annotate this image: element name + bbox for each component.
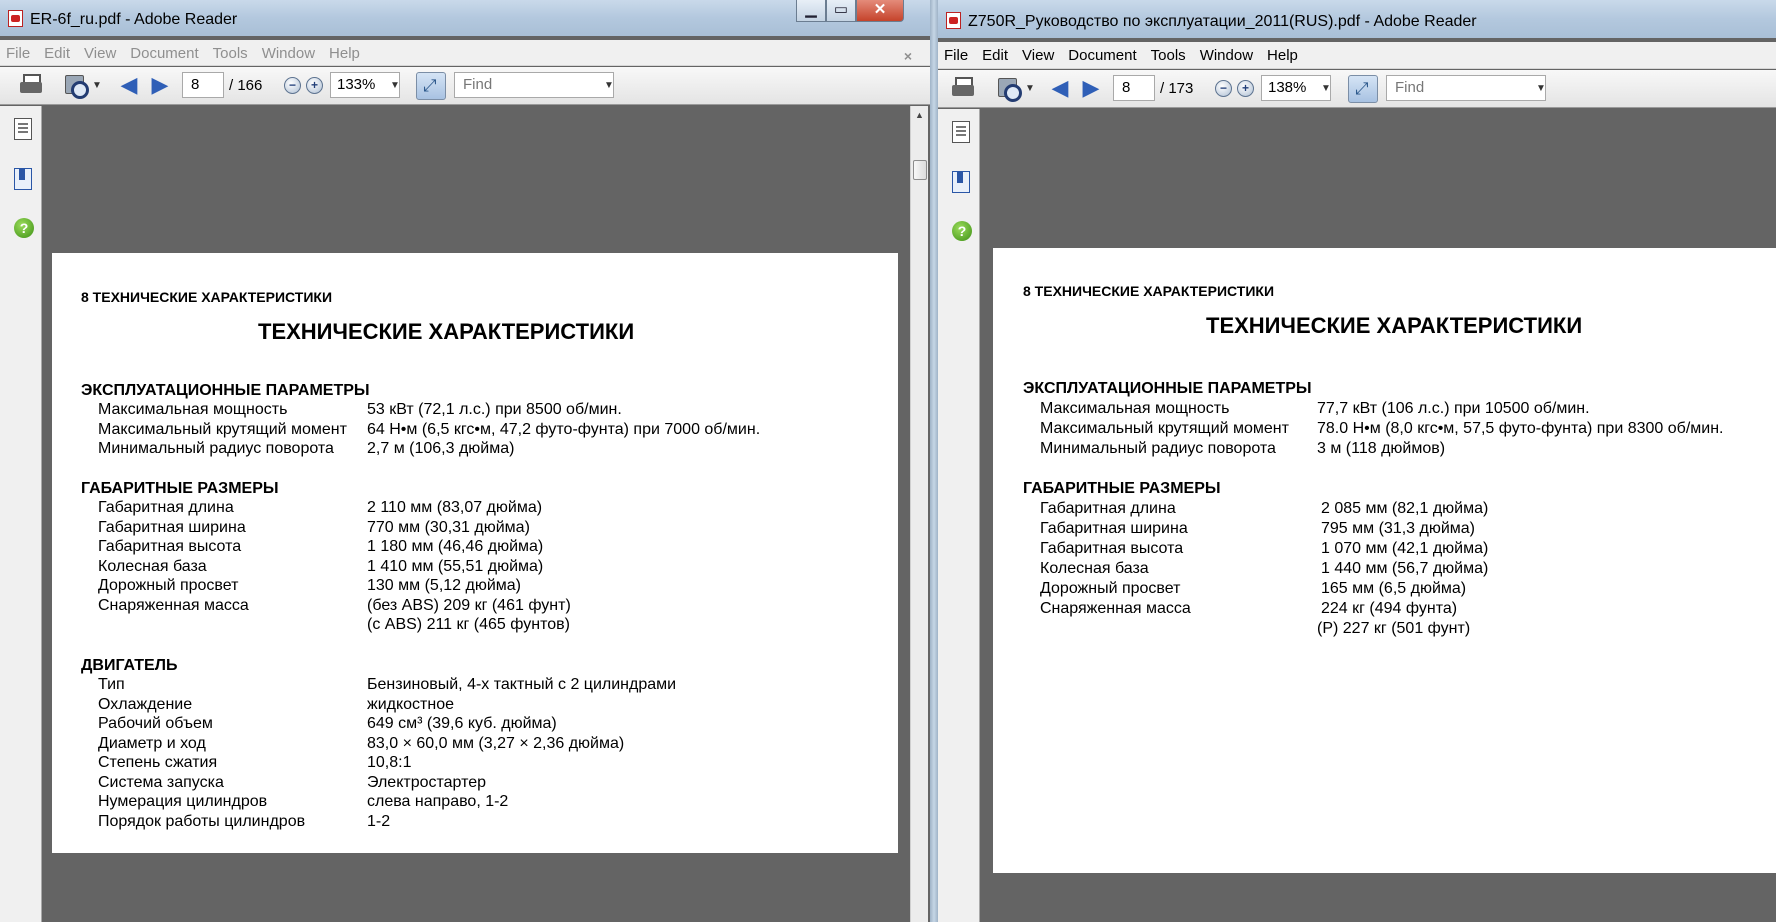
pdf-file-icon (8, 10, 23, 27)
spec-value: 10,8:1 (367, 754, 412, 771)
title-bar[interactable] (0, 0, 930, 36)
spec-value: 1 440 мм (56,7 дюйма) (1321, 560, 1489, 577)
zoom-out-icon[interactable]: − (284, 77, 301, 94)
spec-value: слева направо, 1-2 (367, 793, 509, 810)
spec-value: 224 кг (494 фунта) (1321, 600, 1458, 617)
menu-edit[interactable]: Edit (982, 47, 1009, 64)
menu-bar (938, 42, 1776, 69)
spec-value: 649 см³ (39,6 куб. дюйма) (367, 715, 557, 732)
pages-icon[interactable] (952, 121, 970, 143)
spec-label: Порядок работы цилиндров (98, 813, 306, 830)
window-title: Z750R_Руководство по эксплуатации_2011(RUS).pdf - Adobe Reader (968, 13, 1477, 30)
spec-label: Система запуска (98, 774, 224, 791)
page-total: / 166 (229, 77, 263, 94)
menu-window[interactable]: Window (261, 45, 316, 62)
window-separator (930, 0, 938, 922)
spec-value: 795 мм (31,3 дюйма) (1321, 520, 1475, 537)
section-heading: ДВИГАТЕЛЬ (81, 657, 178, 674)
spec-value: 1 180 мм (46,46 дюйма) (367, 538, 544, 555)
spec-value: 2 085 мм (82,1 дюйма) (1321, 500, 1489, 517)
help-icon[interactable]: ? (14, 218, 34, 238)
spec-label: Минимальный радиус поворота (98, 440, 334, 457)
menu-view[interactable]: View (1022, 47, 1055, 64)
spec-label: Снаряженная масса (98, 597, 249, 614)
menu-edit[interactable]: Edit (44, 45, 71, 62)
menu-window[interactable]: Window (1199, 47, 1254, 64)
spec-value: 64 Н•м (6,5 кгс•м, 47,2 футо-фунта) при 7000 об/мин. (367, 421, 761, 438)
menu-help[interactable]: Help (329, 45, 360, 62)
spec-value: 78.0 Н•м (8,0 кгс•м, 57,5 футо-фунта) при 8300 об/мин. (1317, 420, 1724, 437)
pages-icon[interactable] (14, 118, 32, 140)
spec-value: 165 мм (6,5 дюйма) (1321, 580, 1467, 597)
print-icon[interactable] (20, 74, 42, 94)
menu-file[interactable]: File (6, 45, 31, 62)
spec-value: 1-2 (367, 813, 391, 830)
menu-file[interactable]: File (944, 47, 969, 64)
zoom-dropdown-icon[interactable]: ▼ (390, 80, 400, 91)
spec-label: Габаритная высота (98, 538, 242, 555)
document-page (52, 253, 898, 853)
fit-page-icon[interactable] (1348, 75, 1378, 103)
spec-label: Габаритная длина (1040, 500, 1176, 517)
menu-document[interactable]: Document (130, 45, 199, 62)
menu-document[interactable]: Document (1068, 47, 1137, 64)
spec-label: Колесная база (98, 558, 207, 575)
section-heading: ГАБАРИТНЫЕ РАЗМЕРЫ (1023, 480, 1221, 497)
find-input[interactable]: Find (454, 72, 614, 98)
title-bar[interactable] (938, 0, 1776, 38)
spec-value: 2 110 мм (83,07 дюйма) (367, 499, 543, 516)
document-page (993, 248, 1776, 873)
spec-label: Габаритная ширина (98, 519, 246, 536)
vertical-scrollbar[interactable] (910, 106, 928, 922)
spec-label: Дорожный просвет (1040, 580, 1181, 597)
chevron-down-icon[interactable]: ▼ (92, 80, 102, 91)
minimize-button[interactable]: ▁ (796, 0, 826, 22)
spec-label: Максимальная мощность (1040, 400, 1230, 417)
search-tool-icon[interactable] (62, 74, 88, 96)
spec-label: Снаряженная масса (1040, 600, 1191, 617)
next-page-icon[interactable]: ▶ (1082, 75, 1100, 100)
spec-value: Электростартер (367, 774, 487, 791)
spec-value: (с ABS) 211 кг (465 фунтов) (367, 616, 570, 633)
window-title: ER-6f_ru.pdf - Adobe Reader (30, 11, 238, 28)
page-title: ТЕХНИЧЕСКИЕ ХАРАКТЕРИСТИКИ (1206, 313, 1583, 338)
section-heading: ГАБАРИТНЫЕ РАЗМЕРЫ (81, 480, 279, 497)
spec-value: 1 410 мм (55,51 дюйма) (367, 558, 544, 575)
previous-page-icon[interactable]: ◀ (1051, 75, 1069, 100)
spec-value: 83,0 × 60,0 мм (3,27 × 2,36 дюйма) (367, 735, 625, 752)
menu-help[interactable]: Help (1267, 47, 1298, 64)
navigation-panel (0, 106, 42, 922)
fit-page-icon[interactable] (416, 72, 446, 100)
zoom-dropdown-icon[interactable]: ▼ (1321, 83, 1331, 94)
spec-value: Бензиновый, 4-х тактный с 2 цилиндрами (367, 676, 677, 693)
menu-view[interactable]: View (84, 45, 117, 62)
search-tool-icon[interactable] (995, 77, 1021, 99)
toolbar (938, 70, 1776, 108)
zoom-level-select[interactable]: 133% (330, 72, 400, 98)
navigation-panel (938, 109, 980, 922)
find-input[interactable]: Find (1386, 75, 1546, 101)
find-dropdown-icon[interactable]: ▼ (604, 80, 614, 91)
help-icon[interactable]: ? (952, 221, 972, 241)
spec-value: (Р) 227 кг (501 фунт) (1317, 620, 1471, 637)
close-window-button[interactable]: ✕ (856, 0, 904, 22)
spec-label: Тип (98, 676, 125, 693)
section-heading: ЭКСПЛУАТАЦИОННЫЕ ПАРАМЕТРЫ (1023, 380, 1312, 397)
section-heading: ЭКСПЛУАТАЦИОННЫЕ ПАРАМЕТРЫ (81, 382, 370, 399)
chevron-down-icon[interactable]: ▼ (1025, 83, 1035, 94)
running-header: 8 ТЕХНИЧЕСКИЕ ХАРАКТЕРИСТИКИ (1023, 283, 1275, 299)
scroll-thumb[interactable] (913, 160, 927, 180)
find-dropdown-icon[interactable]: ▼ (1536, 83, 1546, 94)
page-title: ТЕХНИЧЕСКИЕ ХАРАКТЕРИСТИКИ (258, 319, 635, 344)
spec-value: жидкостное (367, 696, 455, 713)
zoom-out-icon[interactable]: − (1215, 80, 1232, 97)
spec-value: 1 070 мм (42,1 дюйма) (1321, 540, 1489, 557)
maximize-button[interactable]: ▭ (826, 0, 856, 22)
spec-label: Охлаждение (98, 696, 193, 713)
page-number-input[interactable]: 8 (182, 72, 224, 98)
spec-label: Минимальный радиус поворота (1040, 440, 1276, 457)
scroll-up-icon[interactable]: ▲ (915, 110, 924, 120)
print-icon[interactable] (952, 77, 974, 97)
zoom-in-icon[interactable]: + (306, 77, 323, 94)
next-page-icon[interactable]: ▶ (151, 72, 169, 97)
running-header: 8 ТЕХНИЧЕСКИЕ ХАРАКТЕРИСТИКИ (81, 289, 333, 305)
spec-label: Максимальная мощность (98, 401, 288, 418)
spec-value: 53 кВт (72,1 л.с.) при 8500 об/мин. (367, 401, 622, 418)
close-document-button[interactable]: × (903, 48, 912, 64)
page-total: / 173 (1160, 80, 1194, 97)
spec-label: Рабочий объем (98, 715, 213, 732)
menu-bar (0, 40, 930, 66)
pdf-file-icon (946, 12, 961, 29)
reader-window-z750r (938, 0, 1776, 922)
page-number-input[interactable]: 8 (1113, 75, 1155, 101)
spec-label: Габаритная высота (1040, 540, 1184, 557)
spec-label: Максимальный крутящий момент (98, 421, 347, 438)
spec-value: 3 м (118 дюймов) (1317, 440, 1446, 457)
spec-label: Диаметр и ход (98, 735, 206, 752)
zoom-in-icon[interactable]: + (1237, 80, 1254, 97)
spec-value: (без ABS) 209 кг (461 фунт) (367, 597, 571, 614)
spec-label: Габаритная длина (98, 499, 234, 516)
previous-page-icon[interactable]: ◀ (120, 72, 138, 97)
spec-value: 770 мм (30,31 дюйма) (367, 519, 530, 536)
menu-tools[interactable]: Tools (212, 45, 248, 62)
spec-label: Максимальный крутящий момент (1040, 420, 1289, 437)
spec-label: Дорожный просвет (98, 577, 239, 594)
spec-label: Нумерация цилиндров (98, 793, 268, 810)
bookmarks-icon[interactable] (14, 168, 32, 190)
toolbar (0, 67, 930, 105)
spec-label: Габаритная ширина (1040, 520, 1188, 537)
spec-label: Степень сжатия (98, 754, 218, 771)
spec-value: 130 мм (5,12 дюйма) (367, 577, 521, 594)
menu-tools[interactable]: Tools (1150, 47, 1186, 64)
spec-label: Колесная база (1040, 560, 1149, 577)
spec-value: 77,7 кВт (106 л.с.) при 10500 об/мин. (1317, 400, 1590, 417)
spec-value: 2,7 м (106,3 дюйма) (367, 440, 515, 457)
bookmarks-icon[interactable] (952, 171, 970, 193)
zoom-level-select[interactable]: 138% (1261, 75, 1331, 101)
